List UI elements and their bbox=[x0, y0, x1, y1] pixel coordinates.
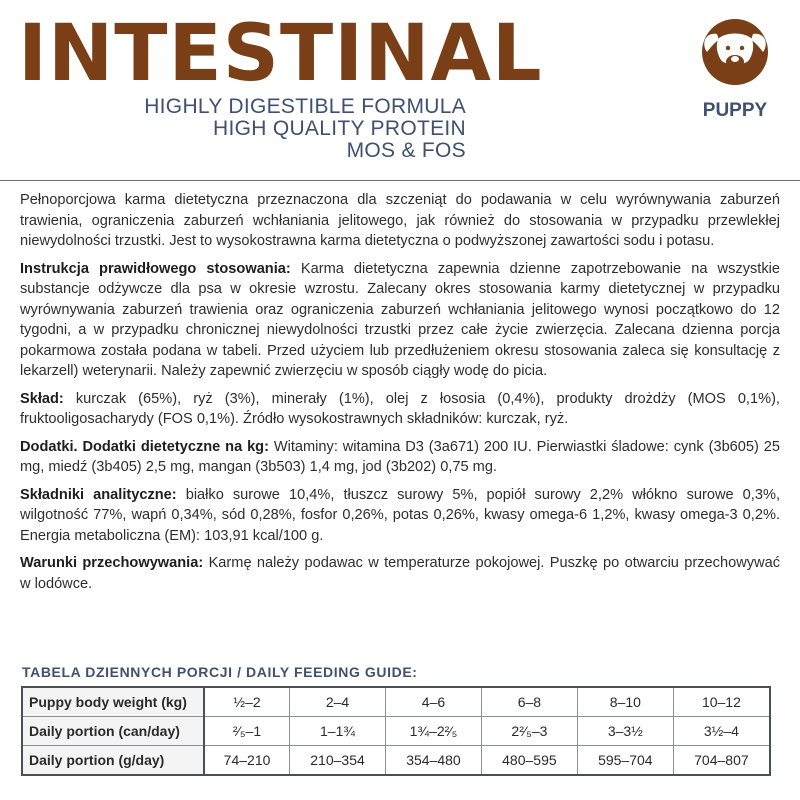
feature-item: MOS & FOS bbox=[346, 139, 466, 162]
feature-item: HIGH QUALITY PROTEIN bbox=[213, 117, 466, 140]
section-label: Składniki analityczne: bbox=[20, 486, 177, 503]
product-description bbox=[20, 190, 780, 601]
table-cell: 2²⁄₅–3 bbox=[481, 717, 577, 746]
table-cell: 10–12 bbox=[673, 687, 770, 717]
analytical-constituents bbox=[20, 485, 780, 547]
table-cell: 595–704 bbox=[577, 746, 673, 776]
table-cell: 4–6 bbox=[386, 687, 482, 717]
table-cell: 480–595 bbox=[481, 746, 577, 776]
table-cell: 74–210 bbox=[204, 746, 290, 776]
product-title: INTESTINAL bbox=[18, 9, 543, 99]
section-label: Dodatki. Dodatki dietetyczne na kg: bbox=[20, 438, 269, 455]
table-cell: 3½–4 bbox=[673, 717, 770, 746]
header-divider bbox=[0, 180, 800, 181]
row-header: Puppy body weight (kg) bbox=[22, 687, 204, 717]
table-cell: 3–3½ bbox=[577, 717, 673, 746]
section-text: kurczak (65%), ryż (3%), minerały (1%), olej z łososia (0,4%), produkty drożdży (MOS 0,1%), fruktooligosacharydy (FOS 0,1%). Źródło wysokostrawnych składników: kurczak, ryż. bbox=[20, 390, 780, 427]
table-cell: ½–2 bbox=[204, 687, 290, 717]
table-cell: 1¾–2²⁄₅ bbox=[386, 717, 482, 746]
table-cell: ²⁄₅–1 bbox=[204, 717, 290, 746]
feature-list bbox=[144, 96, 466, 162]
table-cell: 1–1¾ bbox=[290, 717, 386, 746]
feature-item: HIGHLY DIGESTIBLE FORMULA bbox=[144, 95, 466, 118]
composition bbox=[20, 389, 780, 430]
section-label: Warunki przechowywania: bbox=[20, 555, 204, 571]
section-text: Karmę należy podawac w temperaturze pokojowej. Puszkę po otwarciu przechowywać w lodówce. bbox=[20, 555, 780, 592]
table-cell: 210–354 bbox=[290, 746, 386, 776]
row-header: Daily portion (g/day) bbox=[22, 746, 204, 776]
feeding-table-title: TABELA DZIENNYCH PORCJI / DAILY FEEDING GUIDE: bbox=[22, 664, 418, 680]
section-text: Witaminy: witamina D3 (3a671) 200 IU. Pierwiastki śladowe: cynk (3b605) 25 mg, miedź (3b405) 2,5 mg, mangan (3b503) 1,4 mg, jod (3b202) 0,75 mg. bbox=[20, 438, 780, 475]
table-cell: 2–4 bbox=[290, 687, 386, 717]
additives bbox=[20, 437, 780, 478]
section-label: Instrukcja prawidłowego stosowania: bbox=[20, 260, 291, 277]
puppy-icon bbox=[695, 14, 775, 86]
table-cell: 354–480 bbox=[386, 746, 482, 776]
table-row bbox=[22, 717, 770, 746]
table-cell: 6–8 bbox=[481, 687, 577, 717]
row-header: Daily portion (can/day) bbox=[22, 717, 204, 746]
section-text: Karma dietetyczna zapewnia dzienne zapotrzebowanie na wszystkie substancje odżywcze dla psa w okresie wzrostu. Zalecany okres stosowania karmy dietetycznej w przypadku wyrównywania zaburzeń trawienia oraz ograniczenia zaburzeń wchłaniania jelitowego wynosi początkowo do 12 tygodni, a w przypadku chronicznej niewydolności trzustki przez całe życie zwierzęcia. Zalecana dzienna porcja pokarmowa została podana w tabeli. Przed użyciem lub przedłużeniem okresu stosowania zaleca się konsultację z lekarzell) weterynarii. Należy zapewnić zwierzęciu w sposób ciągły wodę do picia. bbox=[20, 260, 780, 379]
puppy-label: PUPPY bbox=[702, 100, 768, 121]
puppy-badge bbox=[694, 14, 776, 122]
table-cell: 8–10 bbox=[577, 687, 673, 717]
table-cell: 704–807 bbox=[673, 746, 770, 776]
table-row bbox=[22, 746, 770, 776]
feeding-guide-table bbox=[21, 686, 771, 776]
product-header bbox=[0, 0, 800, 180]
section-label: Skład: bbox=[20, 390, 64, 407]
section-text: białko surowe 10,4%, tłuszcz surowy 5%, popiół surowy 2,2% włókno surowe 0,3%, wilgotność 77%, wapń 0,34%, sód 0,28%, fosfor 0,26%, potas 0,26%, kwasy omega-6 1,2%, kwasy omega-3 0,2%. Energia metaboliczna (EM): 103,91 kcal/100 g. bbox=[20, 486, 780, 544]
usage-instructions bbox=[20, 259, 780, 382]
table-row bbox=[22, 687, 770, 717]
storage-conditions bbox=[20, 553, 780, 594]
intro-paragraph: Pełnoporcjowa karma dietetyczna przeznaczona dla szczeniąt do podawania w celu wyrównywania zaburzeń trawienia, ograniczenia zaburzeń wchłaniania jelitowego, jak również do stosowania w przypadku przewlekłej niewydolności trzustki. Jest to wysokostrawna karma dietetyczna o podwyższonej zawartości sodu i potasu. bbox=[20, 192, 780, 249]
